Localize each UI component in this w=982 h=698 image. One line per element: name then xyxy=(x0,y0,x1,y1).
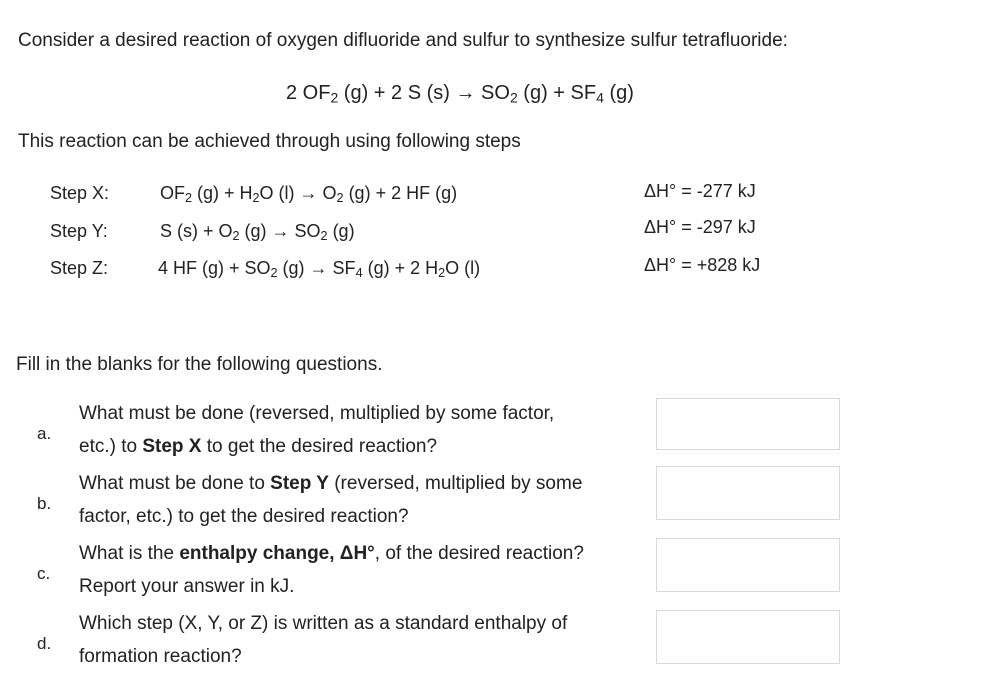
step-y-enthalpy: ΔH° = -297 kJ xyxy=(644,217,756,237)
question-a-line1: What must be done (reversed, multiplied by some factor, xyxy=(79,403,555,424)
steps-lead-text: This reaction can be achieved through using following steps xyxy=(18,131,521,152)
fill-prompt: Fill in the blanks for the following questions. xyxy=(16,354,383,375)
step-x-label: Step X: xyxy=(50,183,110,203)
step-x-equation: $OF_2$ $(g) + H_2O$ $(l) \to O_2$ (g) + 2 HF (g) xyxy=(160,183,458,206)
intro-text: Consider a desired reaction of oxygen difluoride and sulfur to synthesize sulfur tetrafluoride: xyxy=(18,30,788,51)
answer-d-input[interactable] xyxy=(656,610,840,664)
question-b-letter: b. xyxy=(37,494,52,513)
step-z-enthalpy: ΔH° = +828 kJ xyxy=(644,255,761,275)
question-d-line1: Which step (X, Y, or Z) is written as a standard enthalpy of xyxy=(79,613,568,634)
desired-reaction: 2 $OF_2$ (g) + 2 S $(s) \to SO_2$ $(g) + SF_4$ (g) xyxy=(286,82,634,106)
question-c-line2: Report your answer in kJ. xyxy=(79,576,295,597)
question-d-line2: formation reaction? xyxy=(79,646,242,667)
question-c-line1: What is the enthalpy change, ΔH°, of the desired reaction? xyxy=(79,543,584,564)
question-d-letter: d. xyxy=(37,634,52,653)
question-b-line2: factor, etc.) to get the desired reaction? xyxy=(79,506,409,527)
step-z-label: Step Z: xyxy=(50,258,109,278)
answer-a-input[interactable] xyxy=(656,398,840,450)
question-b-line1: What must be done to Step Y (reversed, multiplied by some xyxy=(79,473,583,494)
question-a-letter: a. xyxy=(37,424,52,443)
question-c-letter: c. xyxy=(37,564,51,583)
question-a-line2: etc.) to Step X to get the desired reaction? xyxy=(79,436,438,457)
step-y-equation: S $(s) + O_2$ $(g) \to SO_2$ (g) xyxy=(160,221,355,244)
step-x-enthalpy: ΔH° = -277 kJ xyxy=(644,181,756,201)
step-z-equation: 4 HF $(g) + SO_2$ $(g) \to SF_4$ (g) + 2 $H_2O$ (l) xyxy=(158,258,481,281)
answer-c-input[interactable] xyxy=(656,538,840,592)
step-y-label: Step Y: xyxy=(50,221,108,241)
answer-b-input[interactable] xyxy=(656,466,840,520)
